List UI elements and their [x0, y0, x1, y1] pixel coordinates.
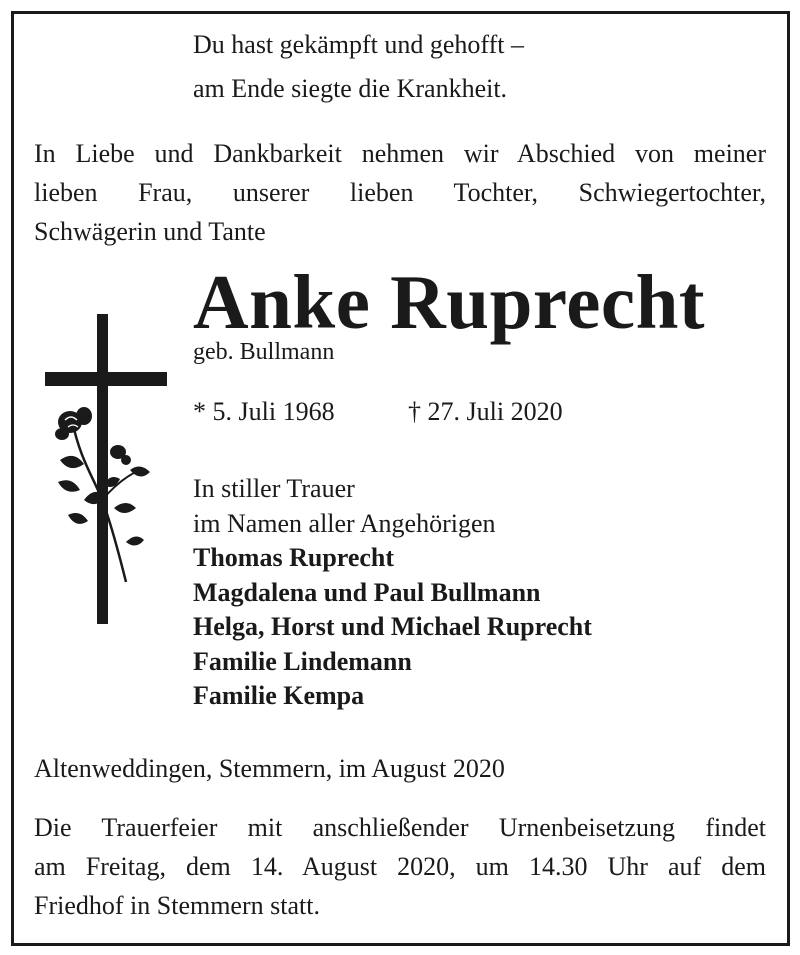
service-line-1: Die Trauerfeier mit anschließender Urnenbeisetzung findet — [34, 813, 766, 842]
intro-line-2: lieben Frau, unserer lieben Tochter, Schwiegertochter, — [34, 178, 766, 207]
verse-line-1: Du hast gekämpft und gehofft – — [193, 30, 524, 59]
verse-line-2: am Ende siegte die Krankheit. — [193, 74, 508, 103]
service-info — [34, 808, 766, 925]
mourning-line-1: In stiller Trauer — [193, 474, 355, 503]
mourner-name: Familie Kempa — [193, 681, 365, 710]
cross-with-rose-icon — [40, 310, 170, 630]
mourner-name: Helga, Horst und Michael Ruprecht — [193, 612, 592, 641]
service-line-3: Friedhof in Stemmern statt. — [34, 891, 320, 920]
intro-text — [34, 134, 766, 251]
mourner-name: Thomas Ruprecht — [193, 543, 395, 572]
deceased-name: Anke Ruprecht — [193, 259, 706, 345]
intro-line-1: In Liebe und Dankbarkeit nehmen wir Abschied von meiner — [34, 139, 766, 168]
mourner-name: Magdalena und Paul Bullmann — [193, 577, 541, 607]
maiden-name: geb. Bullmann — [193, 339, 335, 365]
mourners-block — [193, 472, 592, 714]
intro-line-3: Schwägerin und Tante — [34, 217, 266, 246]
place-and-date: Altenweddingen, Stemmern, im August 2020 — [34, 754, 505, 783]
birth-date: * 5. Juli 1968 — [193, 397, 335, 426]
mourning-line-2: im Namen aller Angehörigen — [193, 508, 496, 538]
service-line-2: am Freitag, dem 14. August 2020, um 14.30 Uhr auf dem — [34, 852, 766, 881]
mourner-name: Familie Lindemann — [193, 646, 412, 676]
death-date: † 27. Juli 2020 — [408, 397, 563, 426]
